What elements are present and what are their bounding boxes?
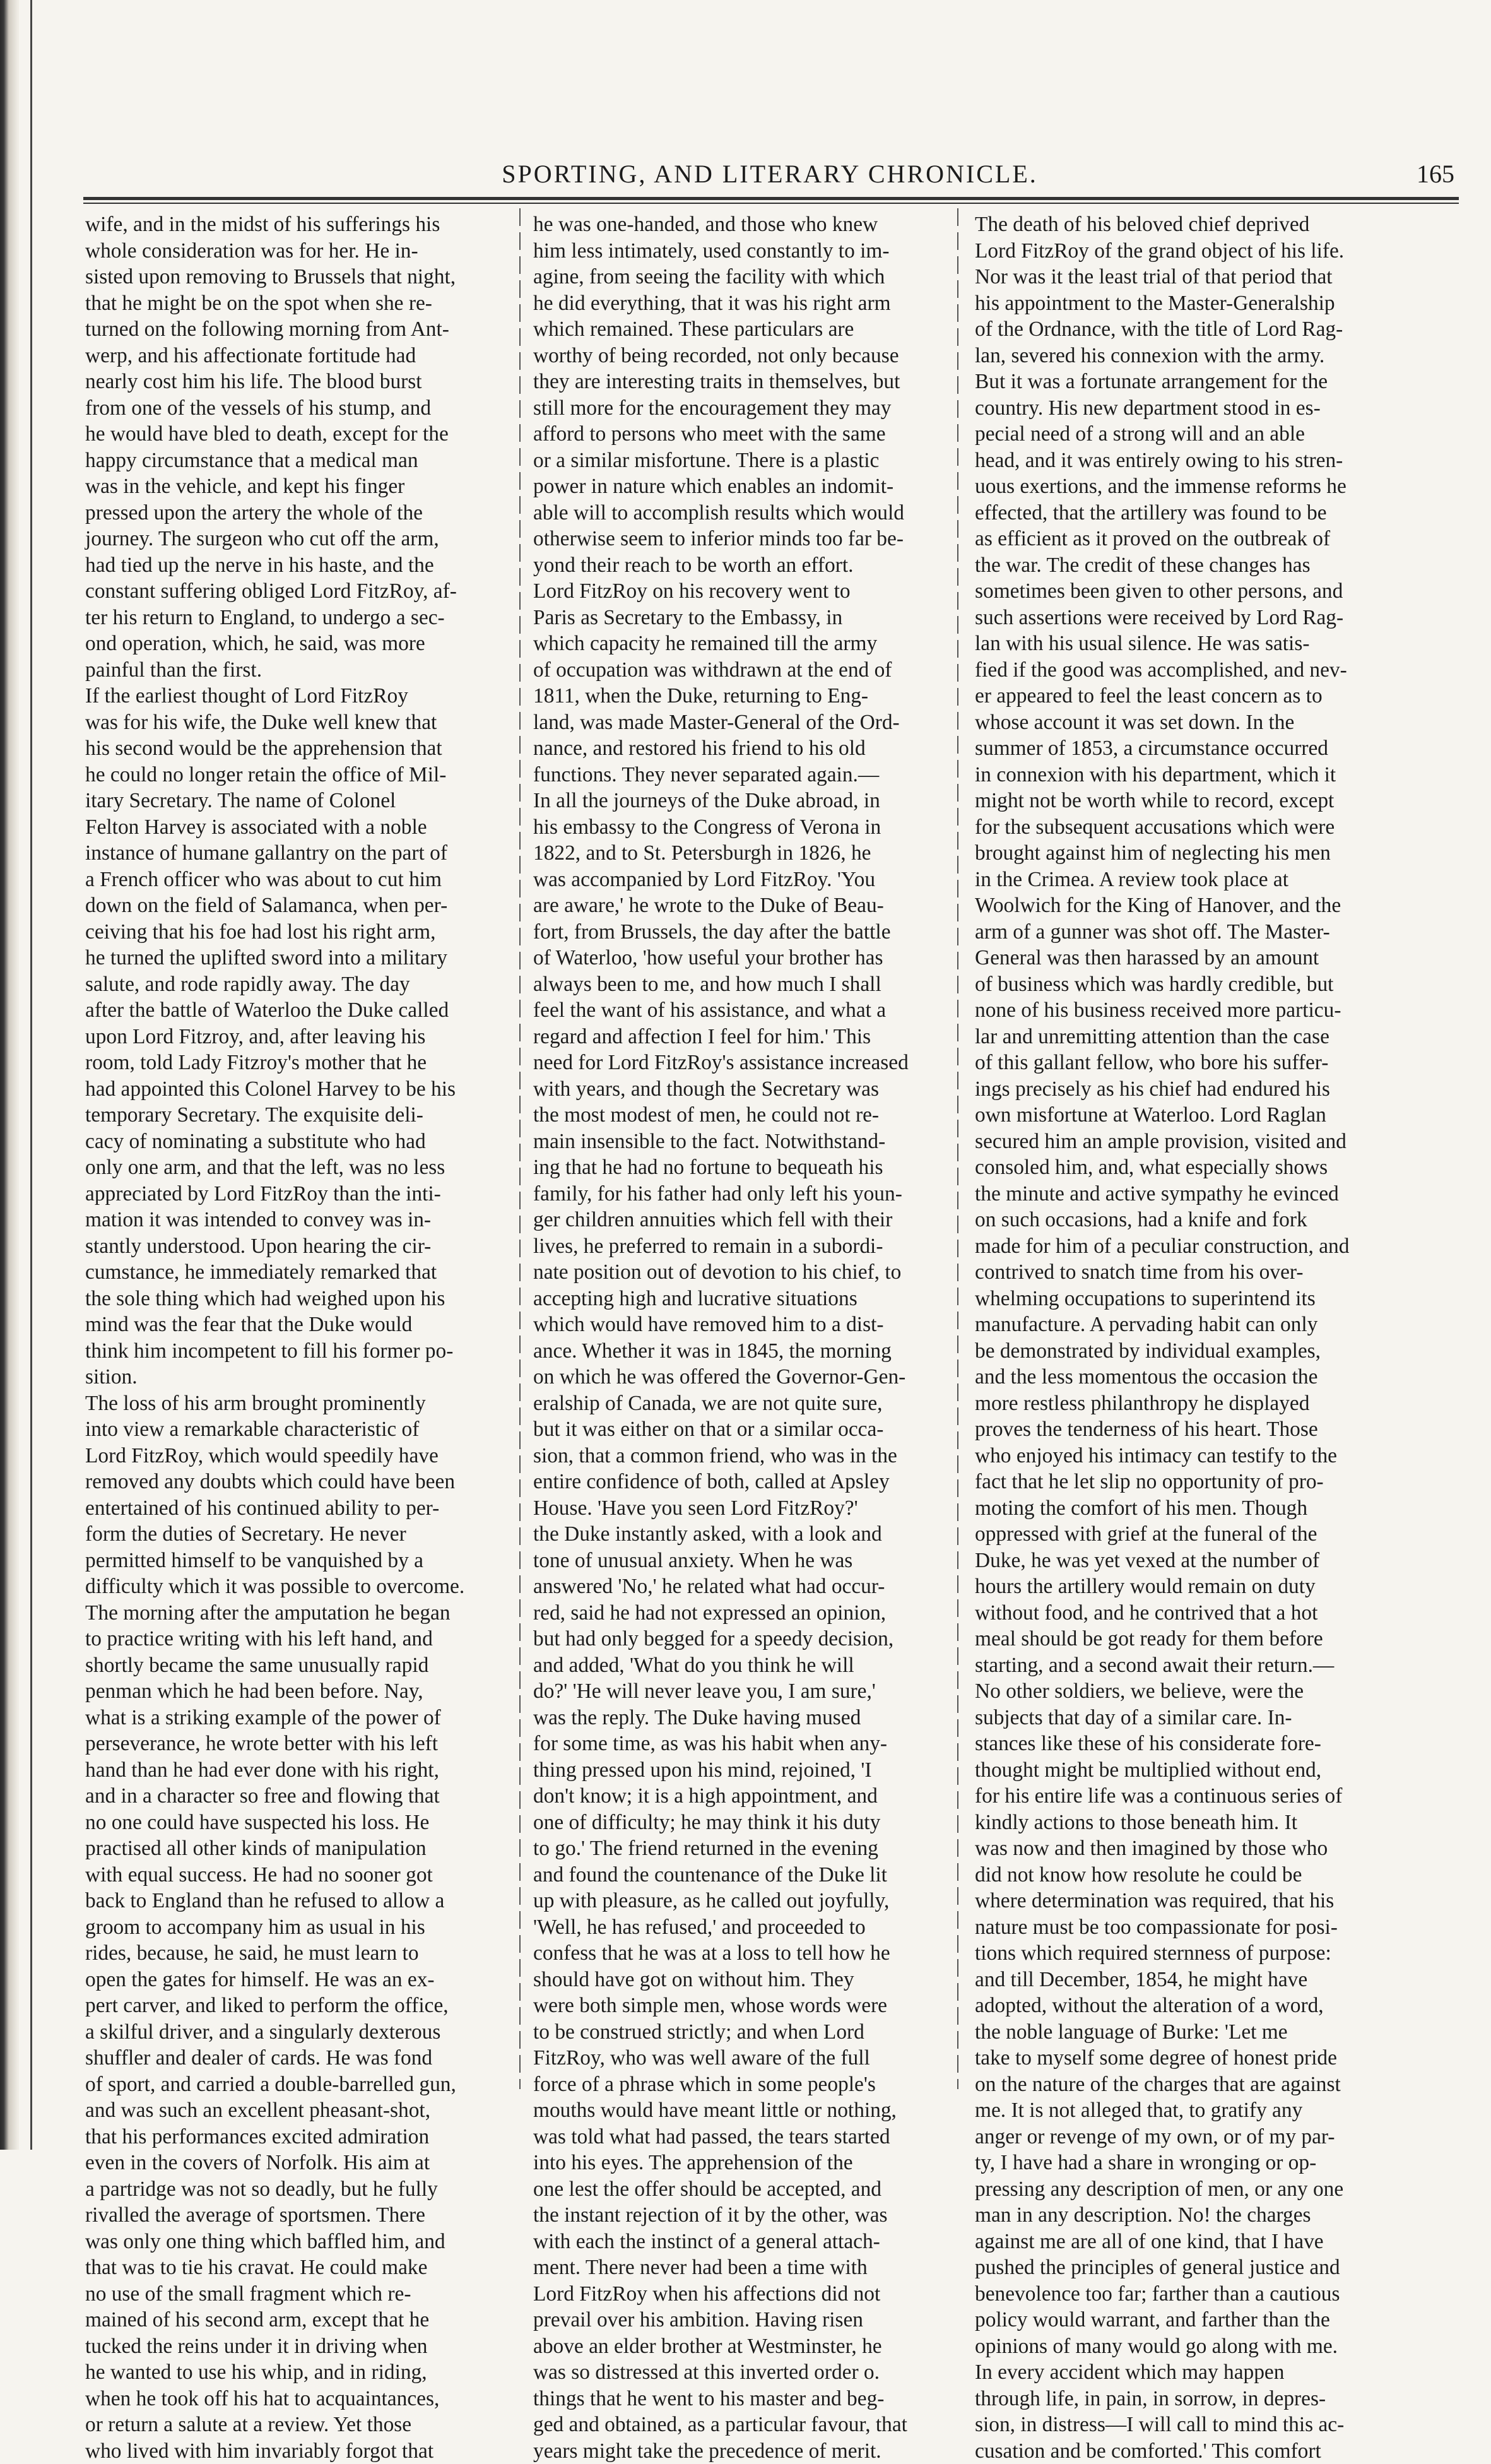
text-line: but it was either on that or a similar occa- <box>533 1416 943 1443</box>
text-line: Duke, he was yet vexed at the number of <box>975 1548 1429 1574</box>
text-line: his appointment to the Master-Generalship <box>975 290 1429 317</box>
text-line: he turned the uplifted sword into a military <box>85 945 508 971</box>
text-line: with years, and though the Secretary was <box>533 1076 943 1103</box>
text-line: no use of the small fragment which re- <box>85 2281 508 2307</box>
text-line: permitted himself to be vanquished by a <box>85 1548 508 1574</box>
text-line: was told what had passed, the tears started <box>533 2124 943 2150</box>
text-line: rivalled the average of sportsmen. There <box>85 2202 508 2229</box>
text-line: The morning after the amputation he began <box>85 1600 508 1626</box>
text-line: which capacity he remained till the army <box>533 631 943 657</box>
text-line: able will to accomplish results which would <box>533 500 943 526</box>
text-line: shuffler and dealer of cards. He was fond <box>85 2045 508 2071</box>
text-line: sisted upon removing to Brussels that night, <box>85 264 508 290</box>
text-line: man in any description. No! the charges <box>975 2202 1429 2229</box>
text-line: above an elder brother at Westminster, he <box>533 2333 943 2360</box>
text-line: pushed the principles of general justice and <box>975 2254 1429 2281</box>
text-line: secured him an ample provision, visited and <box>975 1128 1429 1155</box>
text-line: nature must be too compassionate for posi- <box>975 1914 1429 1941</box>
text-line: need for Lord FitzRoy's assistance increased <box>533 1050 943 1076</box>
text-line: who enjoyed his intimacy can testify to the <box>975 1443 1429 1469</box>
text-line: still more for the encouragement they may <box>533 395 943 422</box>
text-line: nance, and restored his friend to his old <box>533 735 943 762</box>
text-line: itary Secretary. The name of Colonel <box>85 788 508 814</box>
text-line: he was one-handed, and those who knew <box>533 211 943 238</box>
text-line: with equal success. He had no sooner got <box>85 1862 508 1888</box>
text-line: through life, in pain, in sorrow, in depres- <box>975 2386 1429 2412</box>
text-line: open the gates for himself. He was an ex- <box>85 1967 508 1993</box>
text-line: had tied up the nerve in his haste, and the <box>85 552 508 579</box>
text-line: Lord FitzRoy when his affections did not <box>533 2281 943 2307</box>
text-line: wife, and in the midst of his sufferings his <box>85 211 508 238</box>
text-line: the most modest of men, he could not re- <box>533 1102 943 1128</box>
text-line: journey. The surgeon who cut off the arm, <box>85 526 508 552</box>
text-column-3 <box>975 211 1429 2086</box>
text-line: opinions of many would go along with me. <box>975 2333 1429 2360</box>
running-head: SPORTING, AND LITERARY CHRONICLE. <box>85 159 1454 189</box>
text-line: mouths would have meant little or nothing, <box>533 2097 943 2124</box>
text-line: policy would warrant, and farther than the <box>975 2307 1429 2333</box>
text-line: up with pleasure, as he called out joyfully, <box>533 1888 943 1914</box>
text-line: salute, and rode rapidly away. The day <box>85 971 508 998</box>
text-line: was the reply. The Duke having mused <box>533 1705 943 1731</box>
text-line: main insensible to the fact. Notwithstand- <box>533 1128 943 1155</box>
text-line: But it was a fortunate arrangement for the <box>975 369 1429 395</box>
text-line: pressed upon the artery the whole of the <box>85 500 508 526</box>
text-line: things that he went to his master and beg- <box>533 2386 943 2412</box>
text-line: of the Ordnance, with the title of Lord Rag- <box>975 316 1429 343</box>
text-line: ing that he had no fortune to bequeath his <box>533 1154 943 1181</box>
text-line: starting, and a second await their return.— <box>975 1652 1429 1679</box>
text-column-2 <box>533 211 943 2086</box>
text-line: might not be worth while to record, except <box>975 788 1429 814</box>
column-divider <box>957 208 958 2089</box>
text-line: and the less momentous the occasion the <box>975 1364 1429 1390</box>
text-line: to practice writing with his left hand, and <box>85 1626 508 1652</box>
page-number: 165 <box>1417 159 1454 189</box>
text-line: was only one thing which baffled him, and <box>85 2229 508 2255</box>
text-line: he could no longer retain the office of Mil- <box>85 762 508 788</box>
text-line: sion, in distress—I will call to mind this ac- <box>975 2412 1429 2438</box>
text-line: rides, because, he said, he must learn to <box>85 1940 508 1967</box>
text-line: moting the comfort of his men. Though <box>975 1495 1429 1522</box>
text-line: force of a phrase which in some people's <box>533 2071 943 2098</box>
text-line: into his eyes. The apprehension of the <box>533 2150 943 2176</box>
text-line: temporary Secretary. The exquisite deli- <box>85 1102 508 1128</box>
text-line: years might take the precedence of merit. <box>533 2438 943 2464</box>
text-line: on such occasions, had a knife and fork <box>975 1207 1429 1233</box>
text-line: whole consideration was for her. He in- <box>85 238 508 264</box>
text-line: hours the artillery would remain on duty <box>975 1573 1429 1600</box>
text-line: ance. Whether it was in 1845, the morning <box>533 1338 943 1365</box>
text-line: ty, I have had a share in wronging or op- <box>975 2150 1429 2176</box>
text-line: lives, he preferred to remain in a subordi- <box>533 1233 943 1260</box>
text-line: 'Well, he has refused,' and proceeded to <box>533 1914 943 1941</box>
text-line: of sport, and carried a double-barrelled gun, <box>85 2071 508 2098</box>
text-line: brought against him of neglecting his men <box>975 840 1429 867</box>
text-line: which would have removed him to a dist- <box>533 1312 943 1338</box>
text-line: were both simple men, whose words were <box>533 1993 943 2019</box>
text-line: groom to accompany him as usual in his <box>85 1914 508 1941</box>
text-line: lar and unremitting attention than the case <box>975 1024 1429 1050</box>
text-line: me. It is not alleged that, to gratify any <box>975 2097 1429 2124</box>
text-line: Lord FitzRoy of the grand object of his life. <box>975 238 1429 264</box>
text-line: but had only begged for a speedy decision, <box>533 1626 943 1652</box>
text-line: fied if the good was accomplished, and nev- <box>975 657 1429 684</box>
text-line: pert carver, and liked to perform the office, <box>85 1993 508 2019</box>
text-line: cusation and be comforted.' This comfort <box>975 2438 1429 2464</box>
text-line: as efficient as it proved on the outbreak of <box>975 526 1429 552</box>
text-line: No other soldiers, we believe, were the <box>975 1678 1429 1705</box>
text-line: that was to tie his cravat. He could make <box>85 2254 508 2281</box>
text-line: hand than he had ever done with his right, <box>85 1757 508 1784</box>
text-line: adopted, without the alteration of a word, <box>975 1993 1429 2019</box>
text-line: The loss of his arm brought prominently <box>85 1390 508 1417</box>
text-line: perseverance, he wrote better with his left <box>85 1731 508 1757</box>
binding-line <box>30 0 32 2150</box>
text-line: agine, from seeing the facility with which <box>533 264 943 290</box>
text-line: cumstance, he immediately remarked that <box>85 1259 508 1286</box>
header-rule <box>83 197 1459 200</box>
text-line: The death of his beloved chief deprived <box>975 211 1429 238</box>
text-line: stances like these of his considerate fore- <box>975 1731 1429 1757</box>
text-line: back to England than he refused to allow a <box>85 1888 508 1914</box>
text-line: one of difficulty; he may think it his duty <box>533 1810 943 1836</box>
text-line: to go.' The friend returned in the evening <box>533 1835 943 1862</box>
text-line: think him incompetent to fill his former po- <box>85 1338 508 1365</box>
text-column-1 <box>85 211 508 2086</box>
text-line: accepting high and lucrative situations <box>533 1286 943 1312</box>
text-line: the instant rejection of it by the other, was <box>533 2202 943 2229</box>
text-line: do?' 'He will never leave you, I am sure,' <box>533 1678 943 1705</box>
text-line: without food, and he contrived that a hot <box>975 1600 1429 1626</box>
text-line: and was such an excellent pheasant-shot, <box>85 2097 508 2124</box>
text-line: lan, severed his connexion with the army. <box>975 343 1429 369</box>
text-line: entire confidence of both, called at Apsley <box>533 1469 943 1495</box>
text-line: meal should be got ready for them before <box>975 1626 1429 1652</box>
text-line: instance of humane gallantry on the part of <box>85 840 508 867</box>
text-line: afford to persons who meet with the same <box>533 421 943 447</box>
text-line: or return a salute at a review. Yet those <box>85 2412 508 2438</box>
text-line: FitzRoy, who was well aware of the full <box>533 2045 943 2071</box>
text-line: whose account it was set down. In the <box>975 709 1429 736</box>
text-line: he would have bled to death, except for the <box>85 421 508 447</box>
text-line: own misfortune at Waterloo. Lord Raglan <box>975 1102 1429 1128</box>
text-line: take to myself some degree of honest pride <box>975 2045 1429 2071</box>
text-line: kindly actions to those beneath him. It <box>975 1810 1429 1836</box>
text-line: on which he was offered the Governor-Gen- <box>533 1364 943 1390</box>
text-line: where determination was required, that his <box>975 1888 1429 1914</box>
text-line: uous exertions, and the immense reforms he <box>975 473 1429 500</box>
header-rule-thin <box>83 203 1459 204</box>
text-line: contrived to snatch time from his over- <box>975 1259 1429 1286</box>
text-line: benevolence too far; farther than a cautious <box>975 2281 1429 2307</box>
text-line: fact that he let slip no opportunity of pro- <box>975 1469 1429 1495</box>
text-line: effected, that the artillery was found to be <box>975 500 1429 526</box>
text-line: House. 'Have you seen Lord FitzRoy?' <box>533 1495 943 1522</box>
text-line: feel the want of his assistance, and what a <box>533 997 943 1024</box>
text-line: a partridge was not so deadly, but he fully <box>85 2176 508 2203</box>
text-line: Nor was it the least trial of that period that <box>975 264 1429 290</box>
text-line: sion, that a common friend, who was in the <box>533 1443 943 1469</box>
text-line: confess that he was at a loss to tell how he <box>533 1940 943 1967</box>
text-line: answered 'No,' he related what had occur- <box>533 1573 943 1600</box>
text-line: sition. <box>85 1364 508 1390</box>
text-line: thought might be multiplied without end, <box>975 1757 1429 1784</box>
text-line: of Waterloo, 'how useful your brother has <box>533 945 943 971</box>
text-line: ger children annuities which fell with their <box>533 1207 943 1233</box>
text-line: into view a remarkable characteristic of <box>85 1416 508 1443</box>
text-line: even in the covers of Norfolk. His aim at <box>85 2150 508 2176</box>
text-line: 1811, when the Duke, returning to Eng- <box>533 683 943 709</box>
text-line: he wanted to use his whip, and in riding, <box>85 2359 508 2386</box>
text-line: entertained of his continued ability to per- <box>85 1495 508 1522</box>
text-line: eralship of Canada, we are not quite sure, <box>533 1390 943 1417</box>
text-line: against me are all of one kind, that I have <box>975 2229 1429 2255</box>
text-line: of occupation was withdrawn at the end of <box>533 657 943 684</box>
text-line: regard and affection I feel for him.' This <box>533 1024 943 1050</box>
text-line: that his performances excited admiration <box>85 2124 508 2150</box>
text-line: on the nature of the charges that are against <box>975 2071 1429 2098</box>
text-line: Woolwich for the King of Hanover, and the <box>975 892 1429 919</box>
text-line: the noble language of Burke: 'Let me <box>975 2019 1429 2046</box>
text-line: whelming occupations to superintend its <box>975 1286 1429 1312</box>
text-line: otherwise seem to inferior minds too far be- <box>533 526 943 552</box>
text-line: cacy of nominating a substitute who had <box>85 1128 508 1155</box>
text-line: yond their reach to be worth an effort. <box>533 552 943 579</box>
text-line: anger or revenge of my own, or of my par- <box>975 2124 1429 2150</box>
text-line: oppressed with grief at the funeral of the <box>975 1521 1429 1548</box>
text-line: none of his business received more particu- <box>975 997 1429 1024</box>
text-line: In every accident which may happen <box>975 2359 1429 2386</box>
text-line: thing pressed upon his mind, rejoined, 'I <box>533 1757 943 1784</box>
text-line: are aware,' he wrote to the Duke of Beau- <box>533 892 943 919</box>
text-line: Lord FitzRoy, which would speedily have <box>85 1443 508 1469</box>
text-line: proves the tenderness of his heart. Those <box>975 1416 1429 1443</box>
text-line: for the subsequent accusations which were <box>975 814 1429 841</box>
text-line: pecial need of a strong will and an able <box>975 421 1429 447</box>
text-line: werp, and his affectionate fortitude had <box>85 343 508 369</box>
text-line: and found the countenance of the Duke lit <box>533 1862 943 1888</box>
text-line: for some time, as was his habit when any- <box>533 1731 943 1757</box>
text-line: nate position out of devotion to his chief, to <box>533 1259 943 1286</box>
text-line: no one could have suspected his loss. He <box>85 1810 508 1836</box>
text-line: did not know how resolute he could be <box>975 1862 1429 1888</box>
column-divider <box>519 208 521 2089</box>
text-line: was in the vehicle, and kept his finger <box>85 473 508 500</box>
text-line: country. His new department stood in es- <box>975 395 1429 422</box>
text-line: turned on the following morning from Ant- <box>85 316 508 343</box>
text-line: a French officer who was about to cut him <box>85 867 508 893</box>
text-line: with each the instinct of a general attach- <box>533 2229 943 2255</box>
text-line: 1822, and to St. Petersburgh in 1826, he <box>533 840 943 867</box>
text-line: had appointed this Colonel Harvey to be his <box>85 1076 508 1103</box>
text-line: ged and obtained, as a particular favour, that <box>533 2412 943 2438</box>
text-line: should have got on without him. They <box>533 1967 943 1993</box>
text-line: and in a character so free and flowing that <box>85 1783 508 1810</box>
text-line: don't know; it is a high appointment, and <box>533 1783 943 1810</box>
text-line: only one arm, and that the left, was no less <box>85 1154 508 1181</box>
text-line: General was then harassed by an amount <box>975 945 1429 971</box>
text-line: upon Lord Fitzroy, and, after leaving his <box>85 1024 508 1050</box>
text-line: head, and it was entirely owing to his stren- <box>975 447 1429 474</box>
text-line: more restless philanthropy he displayed <box>975 1390 1429 1417</box>
text-line: arm of a gunner was shot off. The Master- <box>975 919 1429 945</box>
text-line: mained of his second arm, except that he <box>85 2307 508 2333</box>
binding-edge <box>0 0 19 2150</box>
text-line: ond operation, which, he said, was more <box>85 631 508 657</box>
text-line: penman which he had been before. Nay, <box>85 1678 508 1705</box>
text-line: of this gallant fellow, who bore his suffer- <box>975 1050 1429 1076</box>
text-line: which remained. These particulars are <box>533 316 943 343</box>
text-line: tone of unusual anxiety. When he was <box>533 1548 943 1574</box>
text-line: prevail over his ambition. Having risen <box>533 2307 943 2333</box>
text-line: to be construed strictly; and when Lord <box>533 2019 943 2046</box>
page-header <box>85 159 1454 197</box>
text-line: shortly became the same unusually rapid <box>85 1652 508 1679</box>
text-line: and added, 'What do you think he will <box>533 1652 943 1679</box>
text-line: the minute and active sympathy he evinced <box>975 1181 1429 1207</box>
text-line: ceiving that his foe had lost his right arm, <box>85 919 508 945</box>
text-line: lan with his usual silence. He was satis- <box>975 631 1429 657</box>
text-line: such assertions were received by Lord Rag- <box>975 605 1429 631</box>
text-line: after the battle of Waterloo the Duke called <box>85 997 508 1024</box>
text-line: manufacture. A pervading habit can only <box>975 1312 1429 1338</box>
text-line: his second would be the apprehension that <box>85 735 508 762</box>
text-line: summer of 1853, a circumstance occurred <box>975 735 1429 762</box>
text-line: always been to me, and how much I shall <box>533 971 943 998</box>
text-line: his embassy to the Congress of Verona in <box>533 814 943 841</box>
text-line: made for him of a peculiar construction, and <box>975 1233 1429 1260</box>
text-line: or a similar misfortune. There is a plastic <box>533 447 943 474</box>
text-line: consoled him, and, what especially shows <box>975 1154 1429 1181</box>
text-line: was now and then imagined by those who <box>975 1835 1429 1862</box>
text-line: that he might be on the spot when she re- <box>85 290 508 317</box>
text-line: down on the field of Salamanca, when per- <box>85 892 508 919</box>
text-line: tions which required sternness of purpose: <box>975 1940 1429 1967</box>
text-line: ings precisely as his chief had endured his <box>975 1076 1429 1103</box>
text-line: land, was made Master-General of the Ord- <box>533 709 943 736</box>
text-line: was accompanied by Lord FitzRoy. 'You <box>533 867 943 893</box>
text-line: room, told Lady Fitzroy's mother that he <box>85 1050 508 1076</box>
text-line: removed any doubts which could have been <box>85 1469 508 1495</box>
text-line: ment. There never had been a time with <box>533 2254 943 2281</box>
text-line: pressing any description of men, or any one <box>975 2176 1429 2203</box>
text-line: practised all other kinds of manipulation <box>85 1835 508 1862</box>
text-line: was so distressed at this inverted order o. <box>533 2359 943 2386</box>
text-line: Lord FitzRoy on his recovery went to <box>533 578 943 605</box>
text-line: one lest the offer should be accepted, and <box>533 2176 943 2203</box>
text-line: who lived with him invariably forgot that <box>85 2438 508 2464</box>
text-line: in the Crimea. A review took place at <box>975 867 1429 893</box>
text-line: painful than the first. <box>85 657 508 684</box>
text-line: he did everything, that it was his right arm <box>533 290 943 317</box>
text-line: when he took off his hat to acquaintances, <box>85 2386 508 2412</box>
text-line: what is a striking example of the power of <box>85 1705 508 1731</box>
text-line: Paris as Secretary to the Embassy, in <box>533 605 943 631</box>
text-line: family, for his father had only left his youn- <box>533 1181 943 1207</box>
text-line: difficulty which it was possible to overcome. <box>85 1573 508 1600</box>
text-line: the war. The credit of these changes has <box>975 552 1429 579</box>
text-line: subjects that day of a similar care. In- <box>975 1705 1429 1731</box>
text-line: er appeared to feel the least concern as to <box>975 683 1429 709</box>
text-line: be demonstrated by individual examples, <box>975 1338 1429 1365</box>
text-line: worthy of being recorded, not only because <box>533 343 943 369</box>
text-line: stantly understood. Upon hearing the cir- <box>85 1233 508 1260</box>
text-line: ter his return to England, to undergo a sec- <box>85 605 508 631</box>
text-line: the Duke instantly asked, with a look and <box>533 1521 943 1548</box>
text-line: fort, from Brussels, the day after the battle <box>533 919 943 945</box>
text-line: mind was the fear that the Duke would <box>85 1312 508 1338</box>
text-line: him less intimately, used constantly to im- <box>533 238 943 264</box>
text-line: If the earliest thought of Lord FitzRoy <box>85 683 508 709</box>
text-line: sometimes been given to other persons, and <box>975 578 1429 605</box>
text-line: the sole thing which had weighed upon his <box>85 1286 508 1312</box>
text-line: they are interesting traits in themselves, but <box>533 369 943 395</box>
text-line: mation it was intended to convey was in- <box>85 1207 508 1233</box>
text-line: In all the journeys of the Duke abroad, in <box>533 788 943 814</box>
text-line: in connexion with his department, which it <box>975 762 1429 788</box>
text-line: a skilful driver, and a singularly dexterous <box>85 2019 508 2046</box>
text-line: and till December, 1854, he might have <box>975 1967 1429 1993</box>
text-line: appreciated by Lord FitzRoy than the inti- <box>85 1181 508 1207</box>
text-line: for his entire life was a continuous series of <box>975 1783 1429 1810</box>
text-line: constant suffering obliged Lord FitzRoy, af- <box>85 578 508 605</box>
text-line: of business which was hardly credible, but <box>975 971 1429 998</box>
text-line: power in nature which enables an indomit- <box>533 473 943 500</box>
text-line: Felton Harvey is associated with a noble <box>85 814 508 841</box>
text-line: was for his wife, the Duke well knew that <box>85 709 508 736</box>
text-line: red, said he had not expressed an opinion, <box>533 1600 943 1626</box>
text-line: functions. They never separated again.— <box>533 762 943 788</box>
text-line: from one of the vessels of his stump, and <box>85 395 508 422</box>
text-line: form the duties of Secretary. He never <box>85 1521 508 1548</box>
text-line: tucked the reins under it in driving when <box>85 2333 508 2360</box>
text-line: happy circumstance that a medical man <box>85 447 508 474</box>
text-line: nearly cost him his life. The blood burst <box>85 369 508 395</box>
